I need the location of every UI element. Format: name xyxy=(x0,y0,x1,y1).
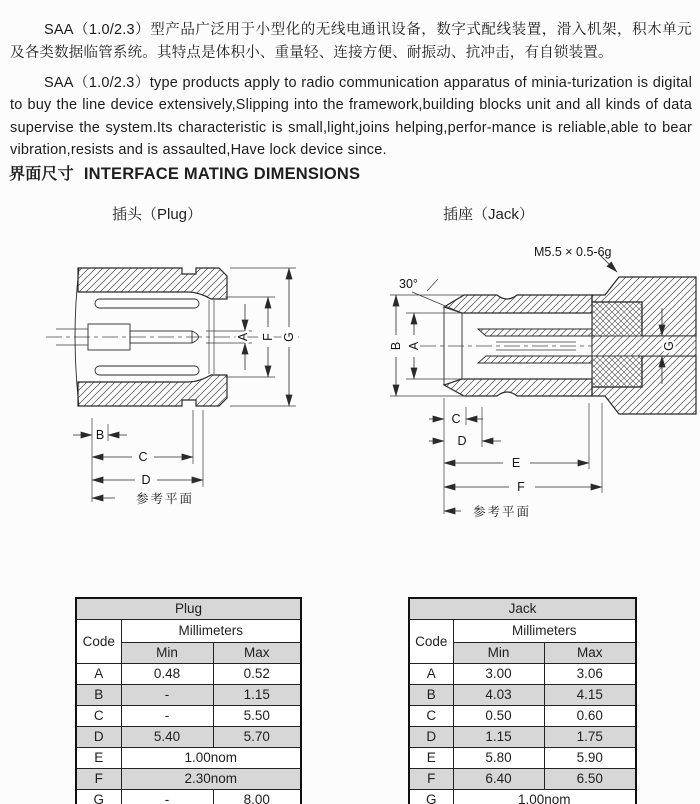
jack-ref-plane-label: 参考平面 xyxy=(473,505,532,519)
min-header: Min xyxy=(453,643,544,664)
min-cell: 4.03 xyxy=(453,685,544,706)
jack-socket-wall-bottom xyxy=(478,356,592,363)
max-cell: 0.52 xyxy=(213,664,301,685)
jack-bottom-ext-lines xyxy=(444,398,602,514)
jack-thread-label: M5.5 × 0.5-6g xyxy=(534,245,612,259)
unit-header: Millimeters xyxy=(453,620,636,643)
max-cell: 8.00 xyxy=(213,790,301,804)
table-row xyxy=(409,685,636,706)
jack-angle-label: 30° xyxy=(399,277,418,291)
plug-dim-g-label: G xyxy=(282,332,296,342)
table-row xyxy=(76,748,301,769)
min-header: Min xyxy=(121,643,213,664)
min-cell: 0.50 xyxy=(453,706,544,727)
max-cell: 5.70 xyxy=(213,727,301,748)
span-cell: 1.00nom xyxy=(453,790,636,804)
max-cell: 3.06 xyxy=(544,664,636,685)
code-header: Code xyxy=(409,620,453,664)
jack-top-wall xyxy=(444,295,592,313)
plug-upper-sleeve xyxy=(95,299,199,308)
jack-socket-wall-top xyxy=(478,329,592,336)
table-row xyxy=(409,727,636,748)
min-cell: 1.15 xyxy=(453,727,544,748)
plug-dim-a-label: A xyxy=(236,332,250,342)
max-cell: 5.50 xyxy=(213,706,301,727)
jack-dim-g-label: G xyxy=(662,341,676,351)
jack-bottom-wall xyxy=(444,379,592,396)
jack-dimension-table xyxy=(408,597,637,804)
code-cell: B xyxy=(409,685,453,706)
intro-paragraph-chinese: SAA（1.0/2.3）型产品广泛用于小型化的无线电通讯设备，数字式配线装置，滑入机架，积木单元及各类数据临管系统。其特点是体积小、重量轻、连接方便、耐振动、抗冲击，有自锁装置。 xyxy=(10,21,692,61)
max-cell: 6.50 xyxy=(544,769,636,790)
code-header: Code xyxy=(76,620,121,664)
code-cell: F xyxy=(76,769,121,790)
code-cell: G xyxy=(76,790,121,804)
code-cell: C xyxy=(409,706,453,727)
code-cell: C xyxy=(76,706,121,727)
code-cell: A xyxy=(76,664,121,685)
jack-drawing xyxy=(389,245,697,519)
table-unit-row xyxy=(409,620,636,643)
code-cell: E xyxy=(76,748,121,769)
min-cell: 0.48 xyxy=(121,664,213,685)
plug-caption: 插头（Plug） xyxy=(112,206,203,223)
plug-ref-plane-label: 参考平面 xyxy=(136,492,195,506)
span-cell: 2.30nom xyxy=(121,769,301,790)
table-row xyxy=(76,706,301,727)
code-cell: G xyxy=(409,790,453,804)
plug-table-title: Plug xyxy=(76,598,301,620)
plug-dimension-table xyxy=(75,597,302,804)
unit-header: Millimeters xyxy=(121,620,301,643)
plug-top-wall xyxy=(78,268,227,299)
jack-center-rod xyxy=(592,336,696,356)
code-cell: A xyxy=(409,664,453,685)
jack-dim-a-label: A xyxy=(407,341,421,351)
plug-dim-f-label: F xyxy=(261,333,275,341)
min-cell: 3.00 xyxy=(453,664,544,685)
jack-table-title: Jack xyxy=(409,598,636,620)
table-row xyxy=(409,790,636,804)
max-header: Max xyxy=(213,643,301,664)
section-heading-en: INTERFACE MATING DIMENSIONS xyxy=(83,165,361,183)
intro-paragraph-english: SAA（1.0/2.3）type products apply to radio communication apparatus of minia-turization is digital to buy the line device extensively,Slipping into the framework,building blocks unit and all kinds of data supervise the system.Its characteristic is small,light,joins helping,perfor-mance is reliable,able to bear vibration,resists and is assaulted,Have lock device since. xyxy=(10,74,692,158)
plug-drawing xyxy=(46,268,299,506)
plug-dim-d-label: D xyxy=(141,473,151,487)
jack-dim-f-label: F xyxy=(517,480,525,494)
code-cell: F xyxy=(409,769,453,790)
jack-dim-d-label: D xyxy=(457,434,467,448)
min-cell: 6.40 xyxy=(453,769,544,790)
table-title-row xyxy=(409,598,636,620)
max-cell: 4.15 xyxy=(544,685,636,706)
min-cell: - xyxy=(121,685,213,706)
table-row xyxy=(76,790,301,804)
min-cell: 5.80 xyxy=(453,748,544,769)
jack-caption: 插座（Jack） xyxy=(443,206,534,223)
plug-dim-b-label: B xyxy=(95,428,105,442)
section-heading xyxy=(9,161,360,184)
table-row xyxy=(76,664,301,685)
table-row xyxy=(409,706,636,727)
table-row xyxy=(76,769,301,790)
plug-bottom-wall xyxy=(78,375,227,406)
table-row xyxy=(409,769,636,790)
plug-dim-c-label: C xyxy=(138,450,148,464)
jack-dim-e-label: E xyxy=(511,456,521,470)
code-cell: D xyxy=(76,727,121,748)
table-row xyxy=(76,685,301,706)
max-cell: 1.15 xyxy=(213,685,301,706)
min-cell: 5.40 xyxy=(121,727,213,748)
code-cell: E xyxy=(409,748,453,769)
min-cell: - xyxy=(121,706,213,727)
table-row xyxy=(76,727,301,748)
table-row xyxy=(409,664,636,685)
jack-dim-b-label: B xyxy=(389,341,403,351)
min-cell: - xyxy=(121,790,213,804)
section-heading-zh: 界面尺寸 xyxy=(9,166,74,183)
span-cell: 1.00nom xyxy=(121,748,301,769)
max-cell: 0.60 xyxy=(544,706,636,727)
technical-drawings xyxy=(0,228,700,528)
code-cell: B xyxy=(76,685,121,706)
plug-lower-sleeve xyxy=(95,366,199,375)
jack-dim-c-label: C xyxy=(451,412,461,426)
table-title-row xyxy=(76,598,301,620)
table-unit-row xyxy=(76,620,301,643)
code-cell: D xyxy=(409,727,453,748)
max-cell: 1.75 xyxy=(544,727,636,748)
max-cell: 5.90 xyxy=(544,748,636,769)
table-row xyxy=(409,748,636,769)
max-header: Max xyxy=(544,643,636,664)
